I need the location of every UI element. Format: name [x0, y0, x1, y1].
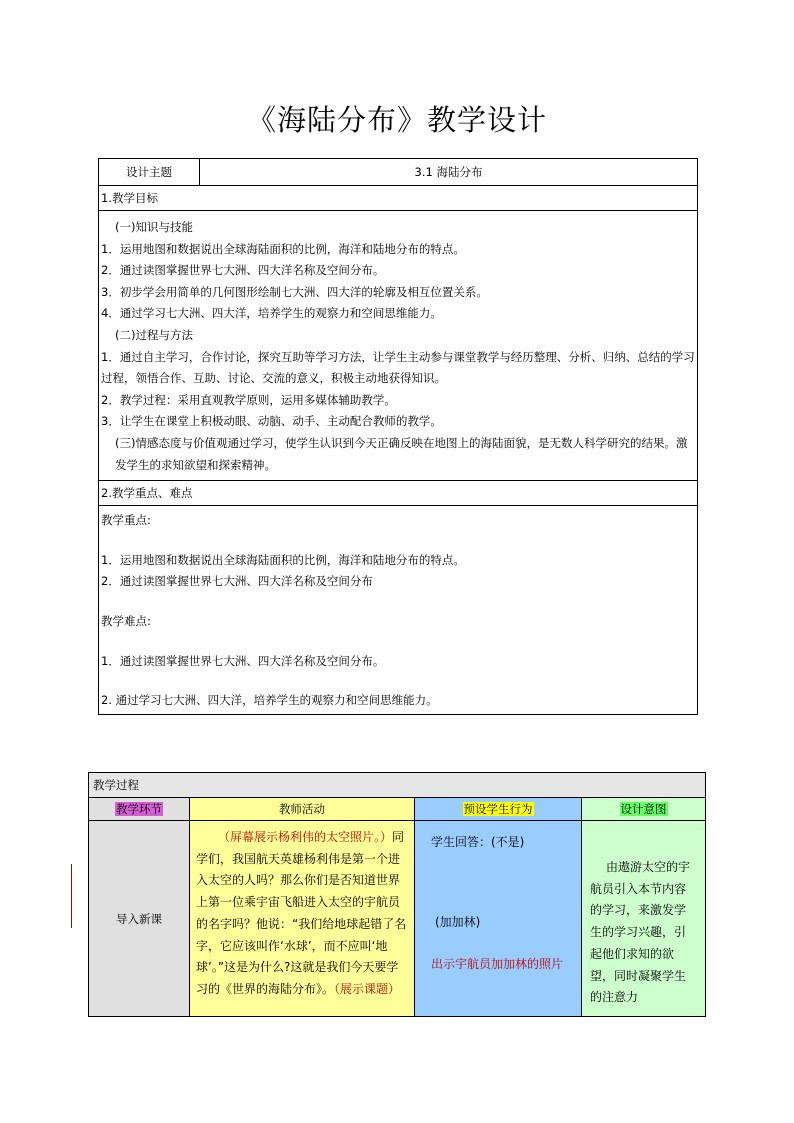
key-item: 2．通过读图掌握世界七大洲、四大洋名称及空间分布 — [101, 574, 373, 589]
process-item: 1．通过自主学习，合作讨论，探究互助等学习方法，让学生主动参与课堂教学与经历整理、分析、归纳、总结的学习过程，领悟合作、互助、讨论、交流的意义，积极主动地获得知识。 — [101, 349, 695, 386]
teacher-activity-cell — [190, 821, 415, 1017]
attitude-paragraph: (三)情感态度与价值观通过学习，使学生认识到今天正确反映在地图上的海陆面貌，是无数人科学研究的结果。激发学生的求知欲望和探索精神。 — [115, 435, 688, 472]
objectives-cell — [99, 211, 698, 481]
difficulty-label: 教学难点: — [101, 613, 151, 628]
header-stage: 教学环节 — [89, 798, 190, 821]
header-student: 预设学生行为 — [415, 798, 582, 821]
intent-cell — [582, 821, 706, 1017]
process-item: 3．让学生在课堂上积极动眼、动脑、动手、主动配合教师的教学。 — [101, 414, 442, 429]
process-caption: 教学过程 — [89, 773, 706, 798]
student-answer: (加加林) — [435, 915, 481, 929]
process-item: 2．教学过程：采用直观教学原则，运用多媒体辅助教学。 — [101, 392, 396, 407]
knowledge-item: 3．初步学会用简单的几何图形绘制七大洲、四大洋的轮廓及相互位置关系。 — [101, 284, 488, 299]
knowledge-heading: (一)知识与技能 — [115, 220, 193, 234]
intent-text: 由遨游太空的宇航员引入本节内容的学习，来激发学生的学习兴趣，引起他们求知的欲望，同时凝聚学生的注意力 — [590, 860, 691, 1005]
section-keypoints-title: 2.教学重点、难点 — [99, 481, 698, 506]
process-heading: (二)过程与方法 — [115, 327, 193, 342]
topic-value: 3.1 海陆分布 — [200, 159, 698, 186]
section-objectives-title: 1.教学目标 — [99, 186, 698, 211]
header-intent: 设计意图 — [582, 798, 706, 821]
student-answer: 学生回答：(不是) — [431, 835, 525, 849]
process-table — [88, 772, 706, 1017]
knowledge-item: 4．通过学习七大洲、四大洋，培养学生的观察力和空间思维能力。 — [101, 306, 442, 321]
knowledge-item: 2．通过读图掌握世界七大洲、四大洋名称及空间分布。 — [101, 263, 385, 278]
document-title: 《海陆分布》教学设计 — [246, 103, 547, 137]
student-note: 出示宇航员加加林的照片 — [431, 957, 564, 971]
topic-label: 设计主题 — [99, 159, 200, 186]
design-table — [98, 158, 698, 715]
header-teacher: 教师活动 — [190, 798, 415, 821]
key-item: 1．运用地图和数据说出全球海陆面积的比例，海洋和陆地分布的特点。 — [101, 552, 465, 567]
teacher-red-note: （屏幕展示杨利伟的太空照片。） — [218, 830, 393, 844]
stage-cell: 导入新课 — [89, 821, 190, 1017]
teacher-text: 同学们，我国航天英雄杨利伟是第一个进入太空的人吗？那么你们是否知道世界上第一位乘宇宙飞船进入太空的宇航员的名字吗？他说：“我们给地球起错了名字，它应该叫作‘水球’，而不应叫‘地球’。”这是为什么?这就是我们今天要学习的《世界的海陆分布》。 — [196, 830, 407, 996]
keypoints-cell — [99, 506, 698, 715]
key-label: 教学重点: — [101, 513, 151, 528]
difficulty-item: 2. 通过学习七大洲、四大洋，培养学生的观察力和空间思维能力。 — [101, 693, 438, 708]
knowledge-item: 1．运用地图和数据说出全球海陆面积的比例，海洋和陆地分布的特点。 — [101, 241, 465, 256]
difficulty-item: 1．通过读图掌握世界七大洲、四大洋名称及空间分布。 — [101, 653, 385, 668]
margin-line — [71, 864, 72, 928]
teacher-red-note: （展示课题） — [334, 981, 401, 996]
student-behavior-cell — [415, 821, 582, 1017]
